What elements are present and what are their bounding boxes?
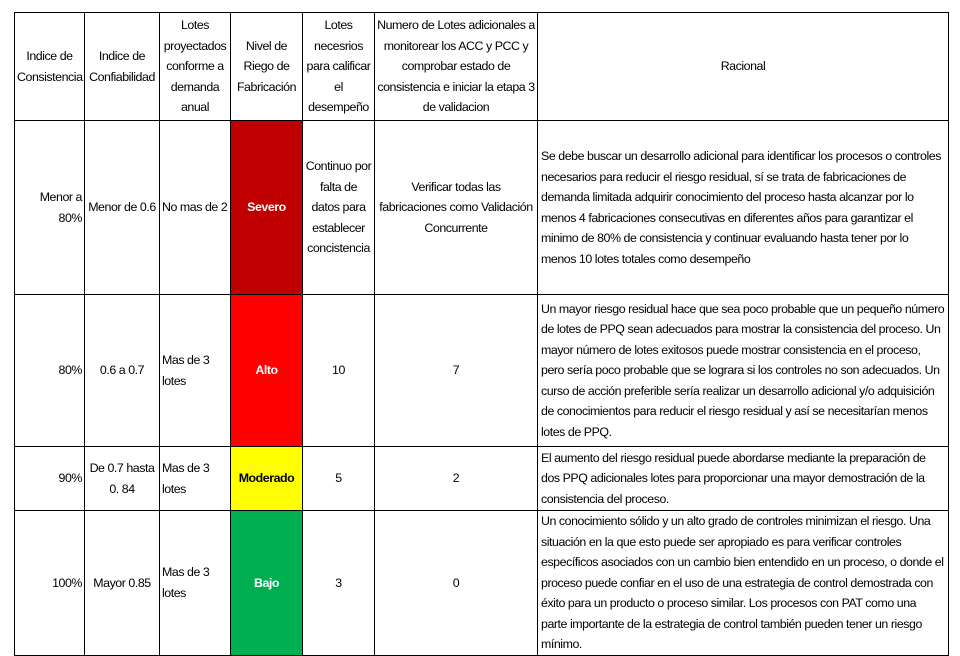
header-lotes-adicionales: Numero de Lotes adicionales a monitorear los ACC y PCC y comprobar estado de consistencia e iniciar la etapa 3 de validacion bbox=[375, 13, 538, 121]
table-row-moderado bbox=[15, 447, 949, 511]
cell-confiabilidad: 0.6 a 0.7 bbox=[85, 295, 160, 447]
header-lotes-necesarios: Lotes necesrios para calificar el desempeño bbox=[303, 13, 375, 121]
cell-racional: El aumento del riesgo residual puede abordarse mediante la preparación de dos PPQ adicionales lotes para proporcionar una mayor demostración de la consistencia del proceso. bbox=[538, 447, 949, 511]
cell-lotes-proyectados: Mas de 3 lotes bbox=[160, 511, 231, 656]
cell-racional: Un conocimiento sólido y un alto grado de controles minimizan el riesgo. Una situación en la que esto puede ser apropiado es para verificar controles específicos asociados con un cambio bien entendido en un proceso, o donde el proceso puede confiar en el uso de una estrategia de control demostrada con éxito para un producto o proceso similar. Los procesos con PAT como una parte importante de la estrategia de control también pueden tener un riesgo mínimo. bbox=[538, 511, 949, 656]
risk-level-bajo: Bajo bbox=[231, 511, 303, 656]
risk-level-alto: Alto bbox=[231, 295, 303, 447]
cell-consistencia: Menor a 80% bbox=[15, 121, 85, 295]
cell-racional: Un mayor riesgo residual hace que sea poco probable que un pequeño número de lotes de PPQ sean adecuados para mostrar la consistencia del proceso. Un mayor número de lotes exitosos puede mostrar consistencia en el proceso, pero sería poco probable que se lograra si los controles no son adecuados. Un curso de acción preferible sería realizar un desarrollo adicional y/o adquisición de conocimientos para reducir el riesgo residual y así se necesitarían menos lotes de PPQ. bbox=[538, 295, 949, 447]
cell-lotes-adicionales: Verificar todas las fabricaciones como Validación Concurrente bbox=[375, 121, 538, 295]
header-lotes-proyectados: Lotes proyectados conforme a demanda anual bbox=[160, 13, 231, 121]
table-row-alto bbox=[15, 295, 949, 447]
risk-level-severo: Severo bbox=[231, 121, 303, 295]
cell-confiabilidad: Mayor 0.85 bbox=[85, 511, 160, 656]
risk-validation-table bbox=[14, 12, 949, 656]
header-row bbox=[15, 13, 949, 121]
cell-lotes-necesarios: Continuo por falta de datos para establecer concistencia bbox=[303, 121, 375, 295]
cell-lotes-necesarios: 10 bbox=[303, 295, 375, 447]
risk-level-moderado: Moderado bbox=[231, 447, 303, 511]
cell-confiabilidad: Menor de 0.6 bbox=[85, 121, 160, 295]
cell-lotes-adicionales: 7 bbox=[375, 295, 538, 447]
cell-racional: Se debe buscar un desarrollo adicional para identificar los procesos o controles necesarios para reducir el riesgo residual, sí se trata de fabricaciones de demanda limitada adquirir conocimiento del proceso hasta alcanzar por lo menos 4 fabricaciones consecutivas en diferentes años para garantizar el minimo de 80% de consistencia y continuar evaluando hasta tener por lo menos 10 lotes totales como desempeño bbox=[538, 121, 949, 295]
cell-consistencia: 90% bbox=[15, 447, 85, 511]
cell-consistencia: 80% bbox=[15, 295, 85, 447]
cell-lotes-necesarios: 5 bbox=[303, 447, 375, 511]
cell-confiabilidad: De 0.7 hasta 0. 84 bbox=[85, 447, 160, 511]
cell-consistencia: 100% bbox=[15, 511, 85, 656]
cell-lotes-adicionales: 0 bbox=[375, 511, 538, 656]
header-racional: Racional bbox=[538, 13, 949, 121]
cell-lotes-necesarios: 3 bbox=[303, 511, 375, 656]
cell-lotes-proyectados: Mas de 3 lotes bbox=[160, 447, 231, 511]
header-consistencia: Indice de Consistencia bbox=[15, 13, 85, 121]
cell-lotes-proyectados: Mas de 3 lotes bbox=[160, 295, 231, 447]
table-row-severo bbox=[15, 121, 949, 295]
header-confiabilidad: Indice de Confiabilidad bbox=[85, 13, 160, 121]
cell-lotes-proyectados: No mas de 2 bbox=[160, 121, 231, 295]
table-row-bajo bbox=[15, 511, 949, 656]
header-nivel-riesgo: Nivel de Riego de Fabricación bbox=[231, 13, 303, 121]
cell-lotes-adicionales: 2 bbox=[375, 447, 538, 511]
